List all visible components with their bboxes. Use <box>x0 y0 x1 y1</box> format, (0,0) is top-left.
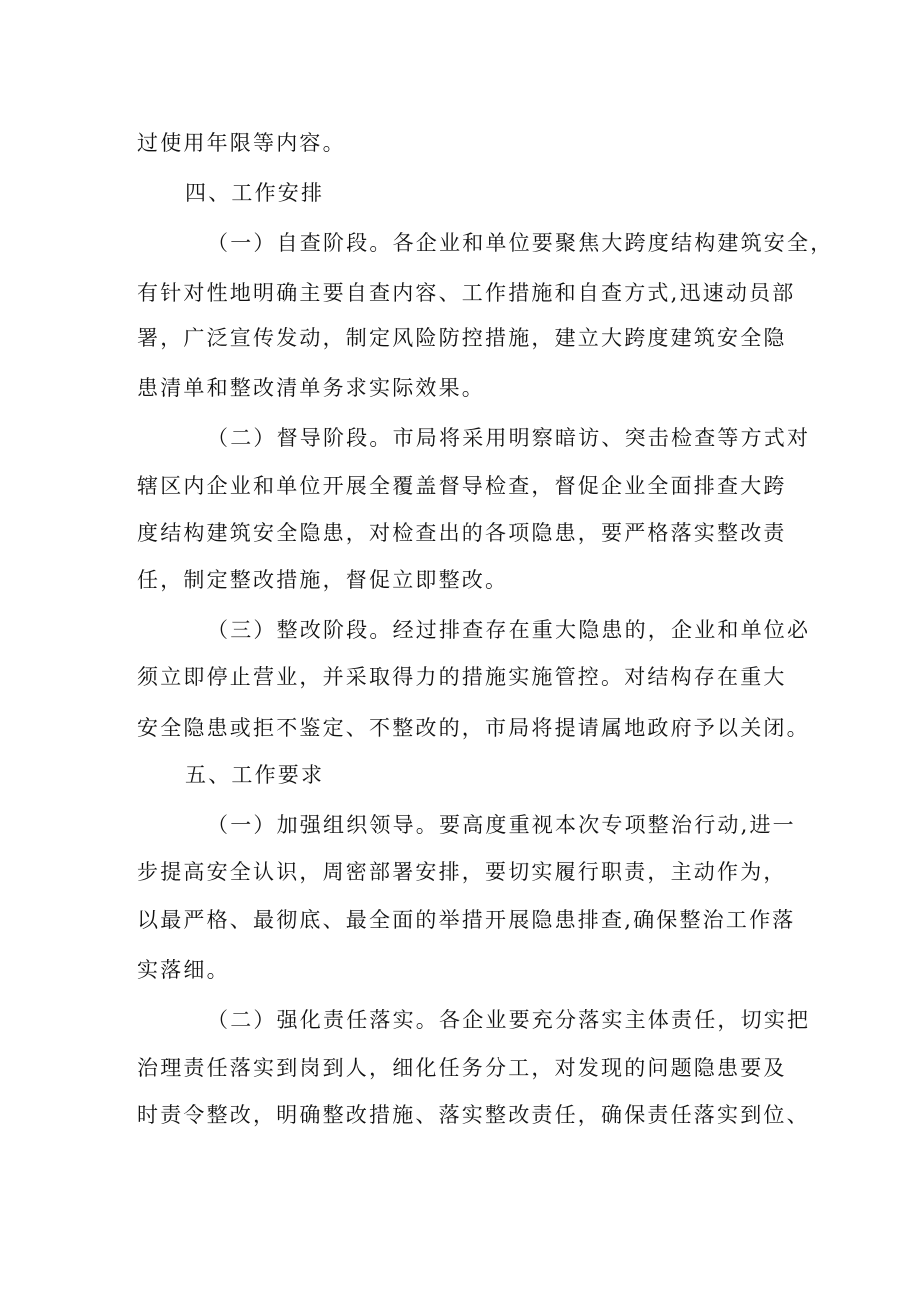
paragraph-line: 安全隐患或拒不鉴定、不整改的，市局将提请属地政府予以关闭。 <box>137 716 810 740</box>
paragraph-line: （二）强化责任落实。各企业要充分落实主体责任，切实把 <box>207 1008 811 1032</box>
paragraph-line: 时责令整改，明确整改措施、落实整改责任，确保责任落实到位、 <box>137 1103 810 1127</box>
paragraph-line: 有针对性地明确主要自查内容、工作措施和自查方式,迅速动员部 <box>137 281 796 305</box>
paragraph-line: （一）加强组织领导。要高度重视本次专项整治行动,进一 <box>207 813 796 837</box>
paragraph-line: （一）自查阶段。各企业和单位要聚焦大跨度结构建筑安全， <box>207 231 834 255</box>
section-heading: 四、工作安排 <box>185 181 325 205</box>
paragraph-line: （二）督导阶段。市局将采用明察暗访、突击检查等方式对 <box>207 426 811 450</box>
paragraph-line: 任，制定整改措施，督促立即整改。 <box>137 568 509 592</box>
paragraph-line: （三）整改阶段。经过排查存在重大隐患的，企业和单位必 <box>207 618 811 642</box>
paragraph-line: 须立即停止营业，并采取得力的措施实施管控。对结构存在重大 <box>137 665 787 689</box>
paragraph-line: 步提高安全认识，周密部署安排，要切实履行职责，主动作为， <box>137 860 787 884</box>
paragraph-line: 辖区内企业和单位开展全覆盖督导检查，督促企业全面排查大跨 <box>137 474 787 498</box>
section-heading: 五、工作要求 <box>185 763 325 787</box>
paragraph-line: 度结构建筑安全隐患，对检查出的各项隐患，要严格落实整改责 <box>137 521 787 545</box>
paragraph-line: 患清单和整改清单务求实际效果。 <box>137 376 485 400</box>
paragraph-line: 以最严格、最彻底、最全面的举措开展隐患排查,确保整治工作落 <box>137 908 796 932</box>
paragraph-line: 治理责任落实到岗到人，细化任务分工，对发现的问题隐患要及 <box>137 1056 787 1080</box>
paragraph-line: 实落细。 <box>137 958 230 982</box>
paragraph-line: 署，广泛宣传发动，制定风险防控措施，建立大跨度建筑安全隐 <box>137 326 787 350</box>
paragraph-line: 过使用年限等内容。 <box>137 131 346 155</box>
